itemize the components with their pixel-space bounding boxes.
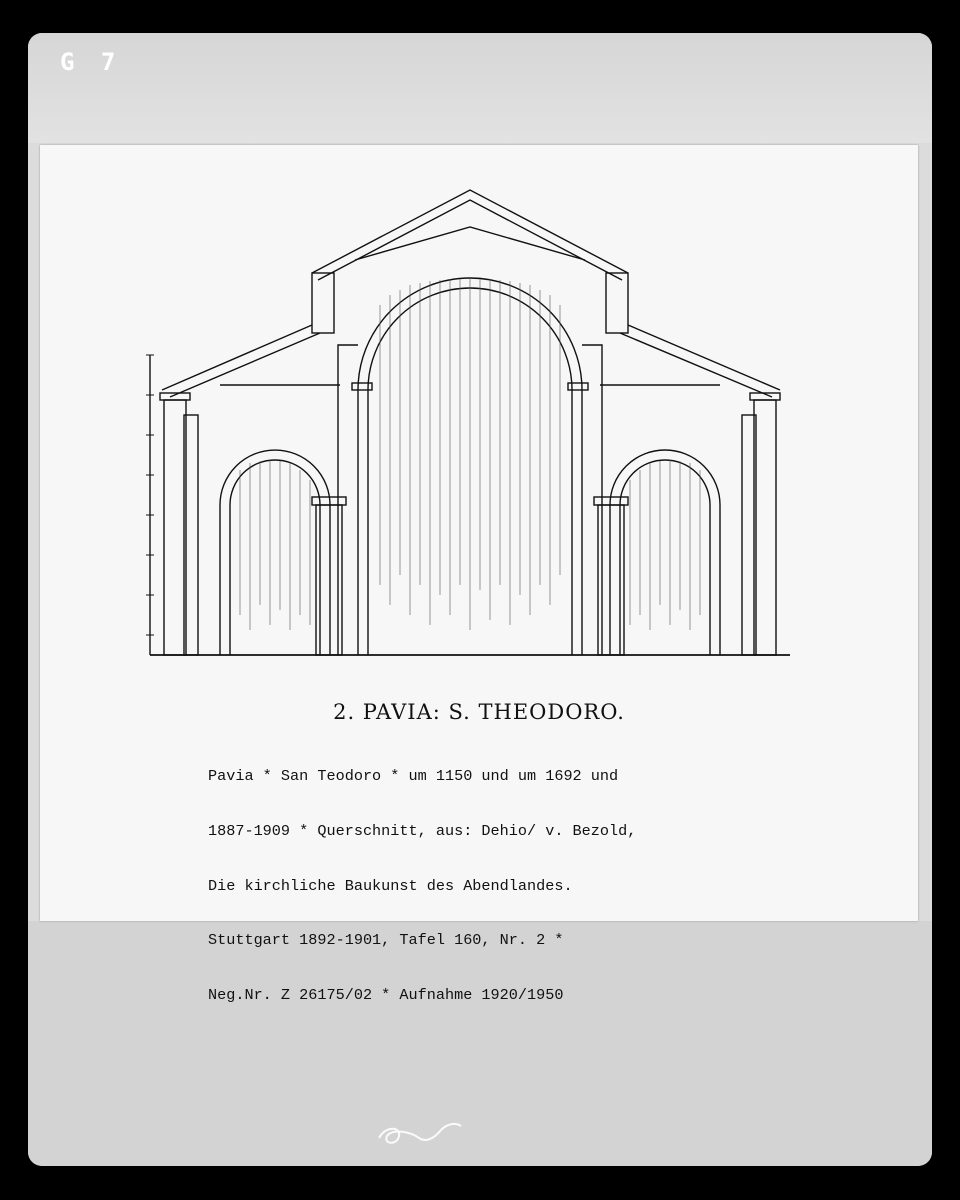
catalog-id: G 7: [60, 48, 122, 76]
document-sheet: [40, 145, 918, 1004]
caption-line: Neg.Nr. Z 26175/02 * Aufnahme 1920/1950: [208, 985, 564, 1004]
caption-line: Stuttgart 1892-1901, Tafel 160, Nr. 2 *: [208, 931, 564, 950]
caption-line: Pavia * San Teodoro * um 1150 und um 1692 und: [208, 767, 619, 786]
plate-title: 2. PAVIA: S. THEODORO.: [333, 700, 625, 724]
caption-block: [208, 731, 636, 1040]
caption-line: 1887-1909 * Querschnitt, aus: Dehio/ v. Bezold,: [208, 822, 637, 840]
church-cross-section-drawing: [140, 185, 800, 665]
mount-top-strip: [28, 33, 932, 143]
caption-line: Die kirchliche Baukunst des Abendlandes.: [208, 876, 573, 895]
handwritten-mark: [375, 1118, 465, 1152]
